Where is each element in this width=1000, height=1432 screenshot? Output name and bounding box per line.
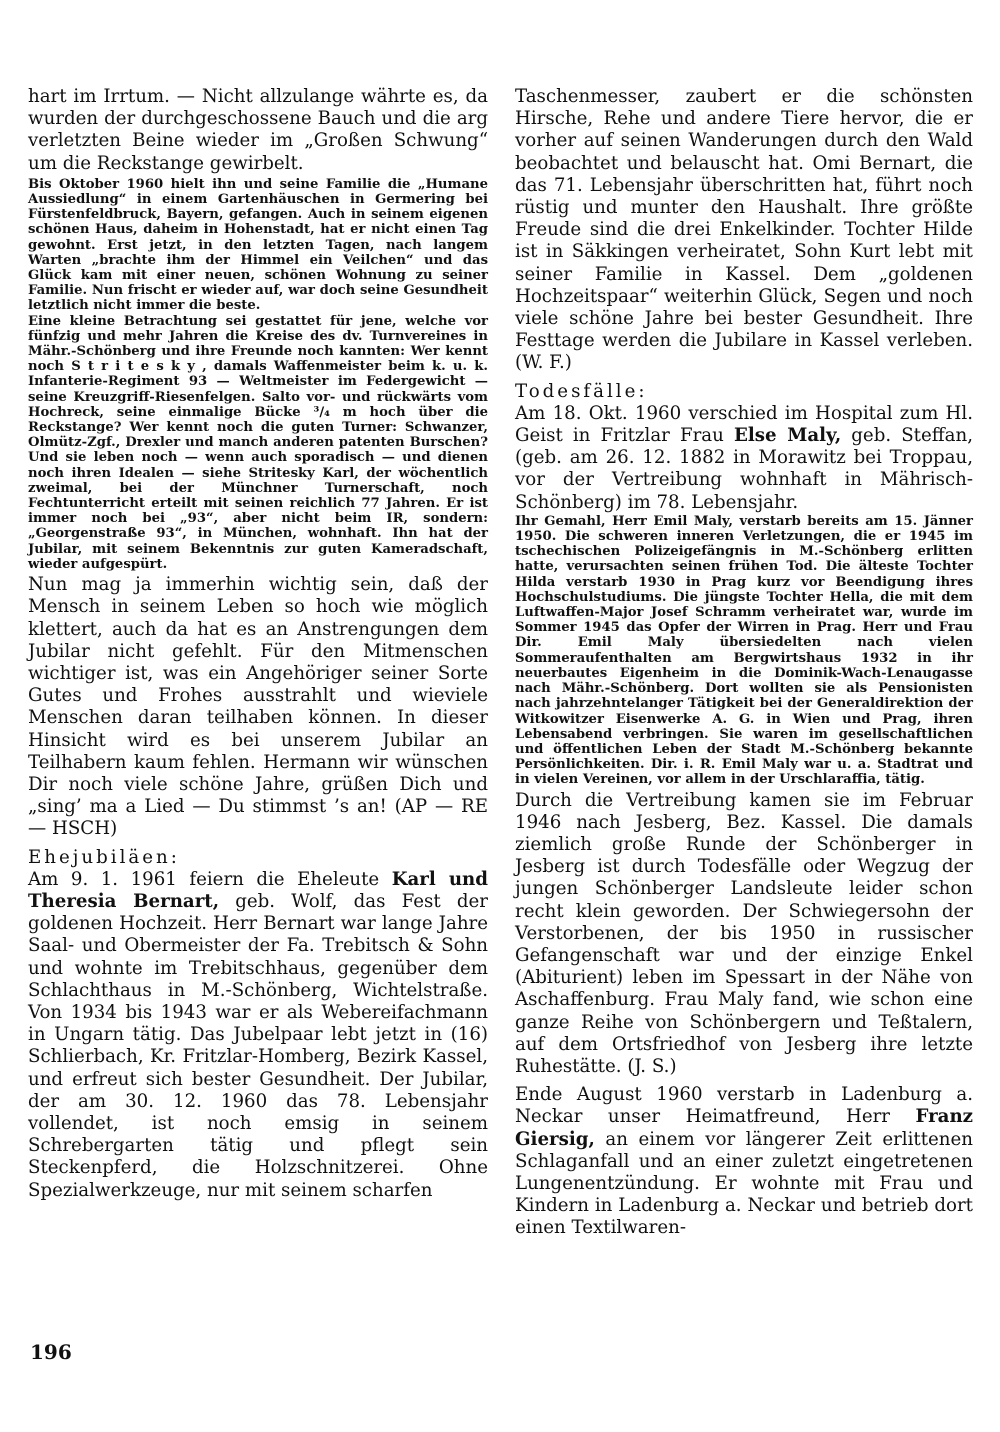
paragraph: [28, 869, 488, 1202]
person-name: Franz Giersig,: [515, 1106, 973, 1150]
paragraph: [515, 1084, 973, 1239]
left-column: [28, 86, 488, 1202]
right-column: [515, 86, 973, 1240]
text: an einem vor längerer Zeit erlittenen Schlaganfall und an einer zuletzt eingetretenen Lungenentzündung. Er wohnte mit Frau und Kindern in Ladenburg a. Neckar und betrieb dort einen Textilwaren-: [515, 1128, 973, 1239]
section-heading: Ehejubiläen:: [28, 846, 180, 868]
paragraph: Bis Oktober 1960 hielt ihn und seine Familie die „Humane Aussiedlung“ in einem Gartenhäuschen in Germering bei Fürstenfeldbruck, Bayern, gefangen. Auch in seinem eigenen schönen Haus, daheim in Hohenstadt, hat er nicht einen Tag gewohnt. Erst jetzt, in den letzten Tagen, nach langem Warten „brachte ihm der Himmel ein Veilchen“ und das Glück kam mit einer neuen, schönen Wohnung zu seiner Familie. Nun frischt er wieder auf, war doch seine Gesundheit letztlich nicht immer die beste.: [28, 176, 488, 314]
paragraph: hart im Irrtum. — Nicht allzulange währte es, da wurden der durchgeschossene Bauch und die arg verletzten Beine wieder im „Großen Schwung“ um die Reckstange gewirbelt.: [28, 86, 488, 174]
page-number: 196: [30, 1340, 72, 1364]
paragraph: Eine kleine Betrachtung sei gestattet für jene, welche vor fünfzig und mehr Jahren die Kreise des dv. Turnvereines in Mähr.-Schönberg und ihre Freunde noch kannten: Wer kennt noch S t r i t e s k y , damals Waffenmeister beim k. u. k. Infanterie-Regiment 93 — Weltmeister im Federgewicht — seine Kreuzgriff-Riesenfelgen. Salto vor- und rückwärts vom Hochreck, seine einmalige Bücke ³/₄ m hoch über die Reckstange? Wer kennt noch die guten Turner: Schwanzer, Olmütz-Zgf., Drexler und manch anderen patenten Burschen? Und sie leben noch — wenn auch sporadisch — und dienen noch ihren Idealen — siehe Stritesky Karl, der wöchentlich zweimal, bei der Münchner Turnerschaft, noch Fechtunterricht erteilt mit seinen reichlich 77 Jahren. Er ist immer noch bei „93“, aber nicht beim IR, sondern: „Georgenstraße 93“, in München, wohnhaft. Ihn hat der Jubilar, mit seinem Bekenntnis zur guten Kameradschaft, wieder aufgespürt.: [28, 313, 488, 572]
paragraph: Durch die Vertreibung kamen sie im Februar 1946 nach Jesberg, Bez. Kassel. Die damals ziemlich große Runde der Schönberger in Jesberg ist durch Todesfälle oder Wegzug der jungen Schönberger Landsleute leider schon recht klein geworden. Der Schwiegersohn der Verstorbenen, der bis 1950 in russischer Gefangenschaft war und der einzige Enkel (Abiturient) leben im Spessart in der Nähe von Aschaffenburg. Frau Maly fand, wie schon eine ganze Reihe von Schönbergern und Teßtalern, auf dem Ortsfriedhof von Jesberg ihre letzte Ruhestätte. (J. S.): [515, 789, 973, 1077]
paragraph: Ihr Gemahl, Herr Emil Maly, verstarb bereits am 15. Jänner 1950. Die schweren inneren Verletzungen, die er 1945 im tschechischen Polizeigefängnis in M.-Schönberg erlitten hatte, verursachten seinen frühen Tod. Die älteste Tochter Hilda verstarb 1930 in Prag kurz vor Beendigung ihres Hochschulstudiums. Die jüngste Tochter Hella, die mit dem Luftwaffen-Major Josef Schramm verheiratet war, wurde im Sommer 1945 das Opfer der Wirren in Prag. Herr und Frau Dir. Emil Maly übersiedelten nach vielen Sommeraufenthalten am Bergwirtshaus 1932 in ihr neuerbautes Eigenheim in die Dominik-Wach-Lenaugasse nach Mähr.-Schönberg. Dort wollten sie als Pensionisten nach jahrzehntelanger Tätigkeit bei der Generaldirektion der Witkowitzer Eisenwerke A. G. in Wien und Prag, ihren Lebensabend verbringen. Sie waren im gesellschaftlichen und öffentlichen Leben der Stadt M.-Schönberg bekannte Persönlichkeiten. Dir. i. R. Emil Maly war u. a. Stadtrat und in vielen Vereinen, vor allem in der Urschlaraffia, tätig.: [515, 513, 973, 788]
text: geb. Wolf, das Fest der goldenen Hochzeit. Herr Bernart war lange Jahre Saal- und Obermeister der Fa. Trebitsch & Sohn und wohnte im Trebitschhaus, gegenüber dem Schlachthaus in M.-Schönberg, Wichtelstraße. Von 1934 bis 1943 war er als Webereifachmann in Ungarn tätig. Das Jubelpaar lebt jetzt in (16) Schlierbach, Kr. Fritzlar-Homberg, Bezirk Kassel, und erfreut sich bester Gesundheit. Der Jubilar, der am 30. 12. 1960 das 78. Lebensjahr vollendet, ist noch emsig in seinem Schrebergarten tätig und pflegt sein Steckenpferd, die Holzschnitzerei. Ohne Spezialwerkzeuge, nur mit seinem scharfen: [28, 890, 488, 1201]
text: Am 18. Okt. 1960 verschied im Hospital zum Hl. Geist in Fritzlar Frau: [515, 402, 973, 447]
person-name: Else Maly,: [733, 425, 842, 447]
paragraph: [515, 403, 973, 514]
paragraph: Nun mag ja immerhin wichtig sein, daß der Mensch in seinem Leben so hoch wie möglich klettert, auch da hat es an Anstrengungen dem Jubilar nicht gefehlt. Für den Mitmenschen wichtiger ist, was ein Angehöriger seiner Sorte Gutes und Frohes ausstrahlt und wieviele Menschen daran teilhaben können. In dieser Hinsicht wird es bei unserem Jubilar an Teilhabern kaum fehlen. Hermann wir wünschen Dir noch viele schöne Jahre, grüßen Dich und „sing’ ma a Lied — Du stimmst ’s an! (AP — RE — HSCH): [28, 574, 488, 840]
section-heading: Todesfälle:: [515, 380, 648, 402]
paragraph: Taschenmesser, zaubert er die schönsten Hirsche, Rehe und andere Tiere hervor, die er vorher auf seinen Wanderungen durch den Wald beobachtet und belauscht hat. Omi Bernart, die das 71. Lebensjahr überschritten hat, führt noch rüstig und munter den Haushalt. Ihre größte Freude sind die drei Enkelkinder. Tochter Hilde ist in Säkkingen verheiratet, Sohn Kurt lebt mit seiner Familie in Kassel. Dem „goldenen Hochzeitspaar“ weiterhin Glück, Segen und noch viele schöne Jahre bei bester Gesundheit. Ihre Festtage werden die Jubilare in Kassel verleben. (W. F.): [515, 86, 973, 374]
text: Ende August 1960 verstarb in Ladenburg a. Neckar unser Heimatfreund, Herr: [515, 1084, 973, 1128]
person-name: Karl und Theresia Bernart,: [28, 868, 488, 912]
text: geb. Steffan, (geb. am 26. 12. 1882 in Morawitz bei Troppau, vor der Vertreibung wohnhaft in Mährisch-Schönberg) im 78. Lebensjahr.: [515, 425, 974, 513]
text: Am 9. 1. 1961 feiern die Eheleute: [28, 868, 392, 890]
